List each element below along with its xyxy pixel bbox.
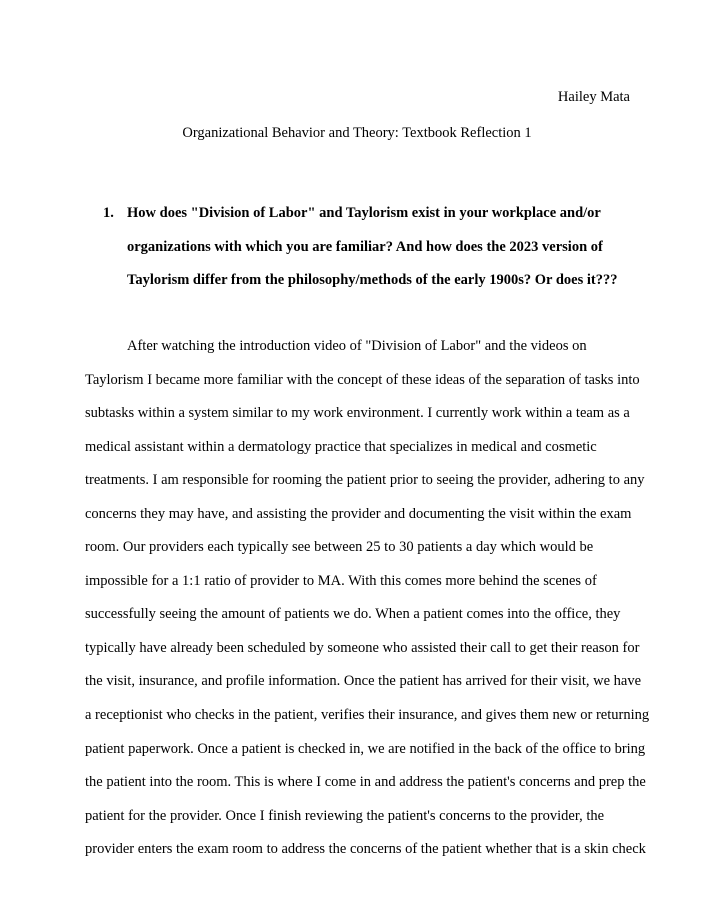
question-text xyxy=(127,197,637,298)
paragraph-line: patient for the provider. Once I finish reviewing the patient's concerns to the provider, the xyxy=(85,807,605,824)
paragraph-line: impossible for a 1:1 ratio of provider to MA. With this comes more behind the scenes of xyxy=(85,572,597,589)
paragraph-line: medical assistant within a dermatology practice that specializes in medical and cosmetic xyxy=(85,438,597,455)
paragraph-line: subtasks within a system similar to my work environment. I currently work within a team as a xyxy=(85,405,630,422)
paragraph-line: room. Our providers each typically see between 25 to 30 patients a day which would be xyxy=(85,539,594,556)
paragraph-line: treatments. I am responsible for rooming the patient prior to seeing the provider, adhering to any xyxy=(85,472,645,489)
paragraph-line: successfully seeing the amount of patients we do. When a patient comes into the office, they xyxy=(85,606,621,623)
document-title: Organizational Behavior and Theory: Textbook Reflection 1 xyxy=(182,125,532,141)
reflection-paragraph xyxy=(85,335,650,872)
question-line: Taylorism differ from the philosophy/methods of the early 1900s? Or does it??? xyxy=(127,272,618,288)
paragraph-line: typically have already been scheduled by someone who assisted their call to get their reason for xyxy=(85,639,640,656)
paragraph-line: provider enters the exam room to address the concerns of the patient whether that is a skin check xyxy=(85,841,646,858)
question-line: How does "Division of Labor" and Taylorism exist in your workplace and/or xyxy=(127,205,601,221)
paragraph-line: After watching the introduction video of "Division of Labor" and the videos on xyxy=(127,338,587,354)
paragraph-line: Taylorism I became more familiar with the concept of these ideas of the separation of tasks into xyxy=(85,371,640,388)
question-number: 1. xyxy=(103,205,114,221)
paragraph-line: the visit, insurance, and profile information. Once the patient has arrived for their visit, we have xyxy=(85,673,642,690)
paragraph-line: concerns they may have, and assisting the provider and documenting the visit within the exam xyxy=(85,505,632,522)
paragraph-line: the patient into the room. This is where I come in and address the patient's concerns and prep the xyxy=(85,774,646,791)
author-name: Hailey Mata xyxy=(557,89,630,105)
paragraph-line: patient paperwork. Once a patient is checked in, we are notified in the back of the office to bring xyxy=(85,740,646,757)
paragraph-line: a receptionist who checks in the patient, verifies their insurance, and gives them new or returning xyxy=(85,707,650,724)
question-line: organizations with which you are familiar? And how does the 2023 version of xyxy=(127,238,603,255)
